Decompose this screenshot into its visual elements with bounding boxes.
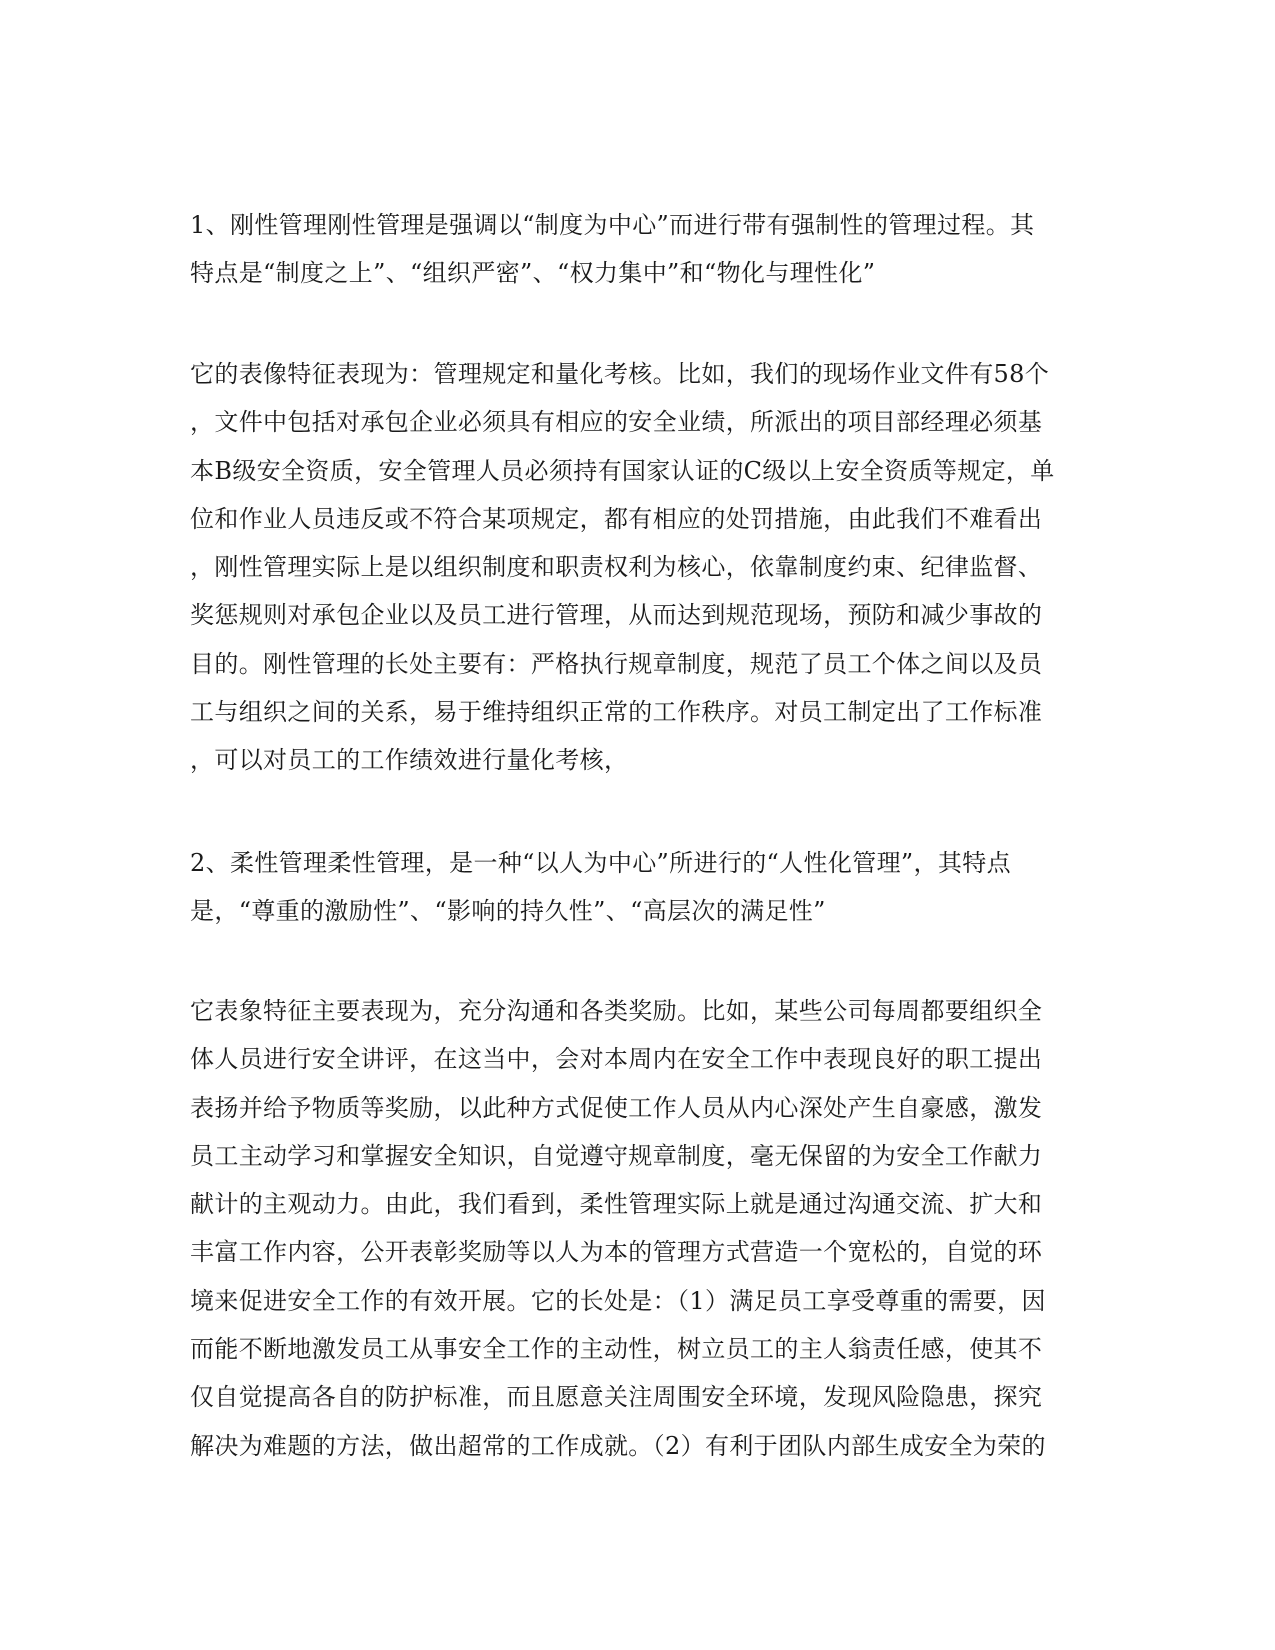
text-line: 境来促进安全工作的有效开展。它的长处是：（1）满足员工享受尊重的需要，因 (190, 1286, 1046, 1315)
text-line: 丰富工作内容，公开表彰奖励等以人为本的管理方式营造一个宽松的，自觉的环 (190, 1238, 1043, 1267)
paragraph-flexible-features (190, 987, 1090, 1470)
paragraph-flexible-management (190, 839, 1090, 936)
text-line: 员工主动学习和掌握安全知识，自觉遵守规章制度，毫无保留的为安全工作献力 (190, 1141, 1043, 1170)
text-line: 目的。刚性管理的长处主要有：严格执行规章制度，规范了员工个体之间以及员 (190, 649, 1043, 678)
text-line: 2、柔性管理柔性管理，是一种“以人为中心”所进行的“人性化管理”，其特点 (190, 849, 1011, 877)
text-line: ，刚性管理实际上是以组织制度和职责权利为核心，依靠制度约束、纪律监督、 (190, 553, 1043, 582)
text-line: 是，“尊重的激励性”、“影响的持久性”、“高层次的满足性” (190, 897, 826, 926)
text-line: 奖惩规则对承包企业以及员工进行管理，从而达到规范现场，预防和减少事故的 (190, 601, 1043, 630)
text-line: ，文件中包括对承包企业必须具有相应的安全业绩，所派出的项目部经理必须基 (190, 408, 1043, 437)
text-line: 仅自觉提高各自的防护标准，而且愿意关注周围安全环境，发现风险隐患，探究 (190, 1383, 1043, 1412)
text-line: 它的表像特征表现为：管理规定和量化考核。比如，我们的现场作业文件有58个 (190, 360, 1050, 388)
text-line: ，可以对员工的工作绩效进行量化考核， (190, 746, 629, 775)
text-line: 表扬并给予物质等奖励，以此种方式促使工作人员从内心深处产生自豪感，激发 (190, 1093, 1043, 1122)
paragraph-rigid-management (190, 201, 1090, 298)
text-line: 而能不断地激发员工从事安全工作的主动性，树立员工的主人翁责任感，使其不 (190, 1335, 1043, 1364)
text-line: 特点是“制度之上”、“组织严密”、“权力集中”和“物化与理性化” (190, 259, 876, 288)
text-line: 位和作业人员违反或不符合某项规定，都有相应的处罚措施，由此我们不难看出 (190, 504, 1043, 533)
text-line: 解决为难题的方法，做出超常的工作成就。（2）有利于团队内部生成安全为荣的 (190, 1431, 1046, 1460)
text-line: 本B级安全资质，安全管理人员必须持有国家认证的C级以上安全资质等规定，单 (190, 456, 1055, 485)
text-line: 它表象特征主要表现为，充分沟通和各类奖励。比如，某些公司每周都要组织全 (190, 997, 1043, 1025)
paragraph-rigid-features (190, 350, 1090, 785)
text-line: 1、刚性管理刚性管理是强调以“制度为中心”而进行带有强制性的管理过程。其 (190, 211, 1035, 239)
text-line: 工与组织之间的关系，易于维持组织正常的工作秩序。对员工制定出了工作标准 (190, 698, 1043, 727)
text-line: 献计的主观动力。由此，我们看到，柔性管理实际上就是通过沟通交流、扩大和 (190, 1190, 1043, 1219)
text-line: 体人员进行安全讲评，在这当中，会对本周内在安全工作中表现良好的职工提出 (190, 1045, 1043, 1074)
